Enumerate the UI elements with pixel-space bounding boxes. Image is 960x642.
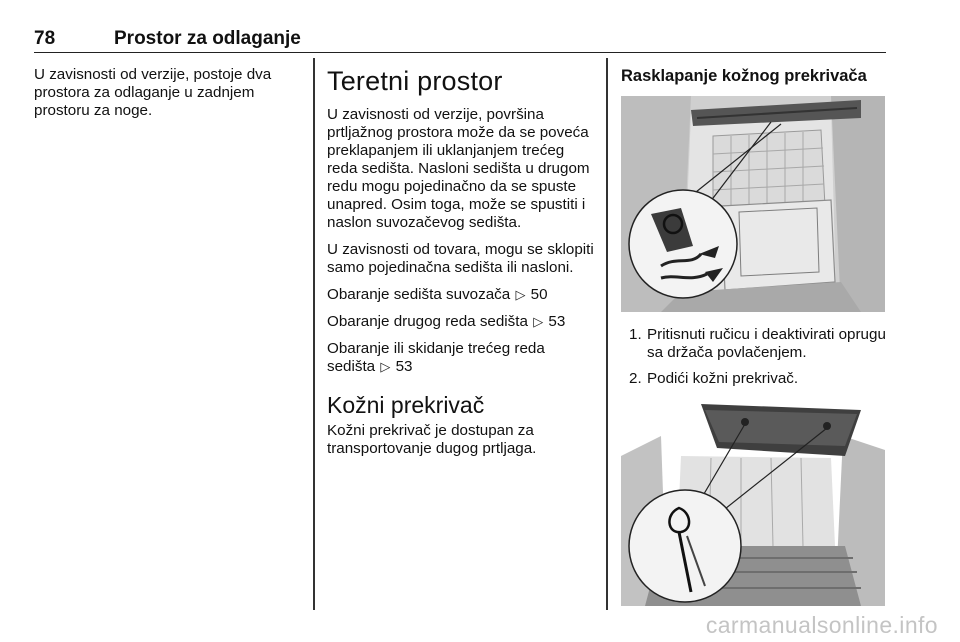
cross-reference[interactable] (327, 286, 595, 304)
paragraph-leather-cover: Kožni prekrivač je dostupan za transportovanje dugog prtljaga. (327, 422, 537, 457)
watermark: carmanualsonline.info (705, 612, 938, 638)
page-header (34, 28, 886, 53)
cross-reference-text: Obaranje sedišta suvozača (327, 286, 511, 303)
column-divider (313, 58, 315, 610)
step-text: Pritisnuti ručicu i deaktivirati oprugu sa držača povlačenjem. (647, 326, 886, 361)
cross-reference-text: Obaranje ili skidanje trećeg reda sedišta (327, 340, 545, 375)
cross-reference-page: 53 (548, 313, 566, 330)
instruction-step (621, 370, 887, 388)
paragraph-cargo-1: U zavisnosti od verzije, površina prtljažnog prostora može da se poveća preklapanjem ili uklanjanjem trećeg reda sedišta. Nasloni sedišta u drugom redu mogu pojedinačno da se spuste unapred. Osim toga, može se spustiti i naslon suvozačevog sedišta. (327, 106, 590, 231)
step-number: 1. (629, 326, 642, 343)
leather-cover-raise-illustration (621, 396, 885, 606)
column-divider (606, 58, 608, 610)
cross-reference-page: 53 (395, 358, 413, 375)
step-text: Podići kožni prekrivač. (647, 370, 799, 387)
intro-paragraph: U zavisnosti od verzije, postoje dva prostora za odlaganje u zadnjem prostoru za noge. (34, 66, 272, 119)
page-reference-arrow-icon: ▷ (533, 314, 544, 329)
instruction-step (621, 326, 887, 362)
column-left (34, 66, 296, 129)
column-middle (327, 66, 595, 467)
page-number: 78 (34, 28, 56, 49)
cross-reference-page: 50 (530, 286, 548, 303)
paragraph-cargo-2: U zavisnosti od tovara, mogu se sklopiti samo pojedinačna sedišta ili nasloni. (327, 241, 594, 276)
instruction-steps (621, 326, 887, 388)
heading-unfold-cover: Rasklapanje kožnog prekrivača (621, 67, 867, 85)
cargo-cover-lever-illustration (621, 96, 885, 312)
column-right (621, 66, 887, 606)
page-reference-arrow-icon: ▷ (380, 359, 391, 374)
step-number: 2. (629, 370, 642, 387)
cross-reference-text: Obaranje drugog reda sedišta (327, 313, 528, 330)
cross-reference[interactable] (327, 313, 595, 331)
heading-leather-cover: Kožni prekrivač (327, 392, 485, 418)
section-title: Prostor za odlaganje (114, 28, 301, 49)
heading-cargo-space: Teretni prostor (327, 66, 503, 96)
page-reference-arrow-icon: ▷ (515, 287, 526, 302)
cross-reference[interactable] (327, 340, 595, 376)
